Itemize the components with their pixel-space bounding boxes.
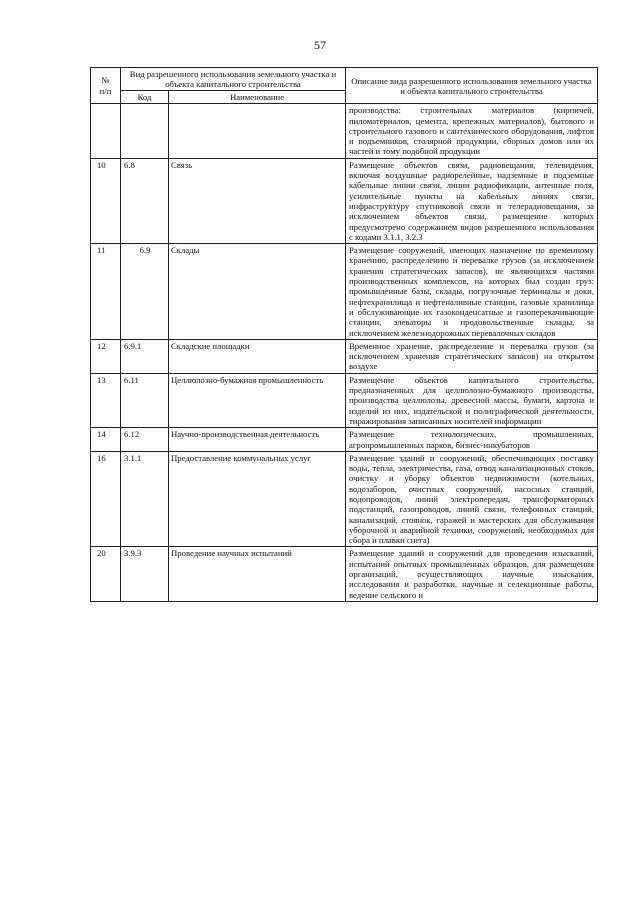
row-name: Целлюлозно-бумажная промышленность: [169, 373, 346, 427]
header-name: Наименование: [169, 91, 346, 104]
row-name: Складские площадки: [169, 339, 346, 373]
row-num: 11: [91, 244, 121, 340]
row-code: 6.9.1: [121, 339, 169, 373]
row-code: 6.11: [121, 373, 169, 427]
table-row: [91, 547, 598, 601]
row-name: Проведение научных испытаний: [169, 547, 346, 601]
row-num: 20: [91, 547, 121, 601]
row-name: Предоставление коммунальных услуг: [169, 451, 346, 547]
row-code: 3.1.1: [121, 451, 169, 547]
header-num: № п/п: [91, 68, 121, 104]
table-row: [91, 373, 598, 427]
row-name: Связь: [169, 158, 346, 243]
row-num: 12: [91, 339, 121, 373]
header-description: Описание вида разрешенного использования земельного участка и объекта капитального строительства: [346, 68, 598, 104]
row-num: 16: [91, 451, 121, 547]
row-num: 14: [91, 428, 121, 452]
row-description: Размещение технологических, промышленных, агропромышленных парков, бизнес-инкубаторов: [346, 428, 598, 452]
row-code: 3.9.3: [121, 547, 169, 601]
row-code: 6.8: [121, 158, 169, 243]
header-code: Код: [121, 91, 169, 104]
table-row: [91, 158, 598, 243]
row-description: Размещение зданий и сооружений, обеспечивающих поставку воды, тепла, электричества, газа, отвод канализационных стоков, очистку и уборку объектов недвижимости (котельных, водозаборов, очистных сооружений, насосных станций, водопроводов, линий электропередач, трансформаторных подстанций, газопроводов, линий связи, телефонных станций, канализаций, стоянок, гаражей и мастерских для обслуживания уборочной и аварийной техники, сооружений, необходимых для сбора и плавки снега): [346, 451, 598, 547]
table-row: [91, 451, 598, 547]
row-description: Размещение зданий и сооружений для проведения изысканий, испытаний опытных промышленных образцов, для размещения организаций, осуществляющих научные изыскания, исследования и разработки, научные и селекционные работы, ведение сельского и: [346, 547, 598, 601]
table-row: [91, 428, 598, 452]
row-name: Научно-производственная деятельность: [169, 428, 346, 452]
table-row: [91, 244, 598, 340]
row-description: Размещение сооружений, имеющих назначение по временному хранению, распределению и перевалке грузов (за исключением хранения стратегических запасов), не являющихся частями производственных комплексов, на которых был создан груз: промышленные базы, склады, погрузочные терминалы и доки, нефтехранилища и нефтеналивные станции, газовые хранилища и обслуживающие их газоконденсатные и газоперекачивающие станции, элеваторы и продовольственные склады, за исключением железнодорожных перевалочных складов: [346, 244, 598, 340]
land-use-table: [90, 67, 598, 602]
row-num: 13: [91, 373, 121, 427]
table-header-row: [91, 68, 598, 91]
row-name: Склады: [169, 244, 346, 340]
row-description: Размещение объектов связи, радиовещания, телевидения, включая воздушные радиорелейные, надземные и подземные кабельные линии связи, линии радиофикации, антенные поля, усилительные пункты на кабельных линиях связи, инфраструктуру спутниковой связи и телерадиовещания, за исключением объектов связи, размещение которых предусмотрено содержанием видов разрешенного использования с кодами 3.1.1, 3.2.3: [346, 158, 598, 243]
row-num: [91, 104, 121, 158]
row-num: 10: [91, 158, 121, 243]
row-code: 6.12: [121, 428, 169, 452]
table-row: [91, 339, 598, 373]
row-name: [169, 104, 346, 158]
table-row: [91, 104, 598, 158]
row-description: Временное хранение, распределение и перевалка грузов (за исключением хранения стратегических запасов) на открытом воздухе: [346, 339, 598, 373]
row-code: 6.9: [121, 244, 169, 340]
row-code: [121, 104, 169, 158]
row-description: производства: строительных материалов (кирпичей, пиломатериалов, цемента, крепежных материалов), бытового и строительного газового и сантехнического оборудования, лифтов и подъемников, столярной продукции, сборных домов или их частей и тому подобной продукции: [346, 104, 598, 158]
header-group: Вид разрешенного использования земельного участка и объекта капитального строительства: [121, 68, 346, 91]
row-description: Размещение объектов капитального строительства, предназначенных для целлюлозно-бумажного производства, производства целлюлозы, древесной массы, бумаги, картона и изделий из них, издательской и полиграфической деятельности, тиражирования записанных носителей информации: [346, 373, 598, 427]
page-number: 57: [314, 38, 326, 52]
